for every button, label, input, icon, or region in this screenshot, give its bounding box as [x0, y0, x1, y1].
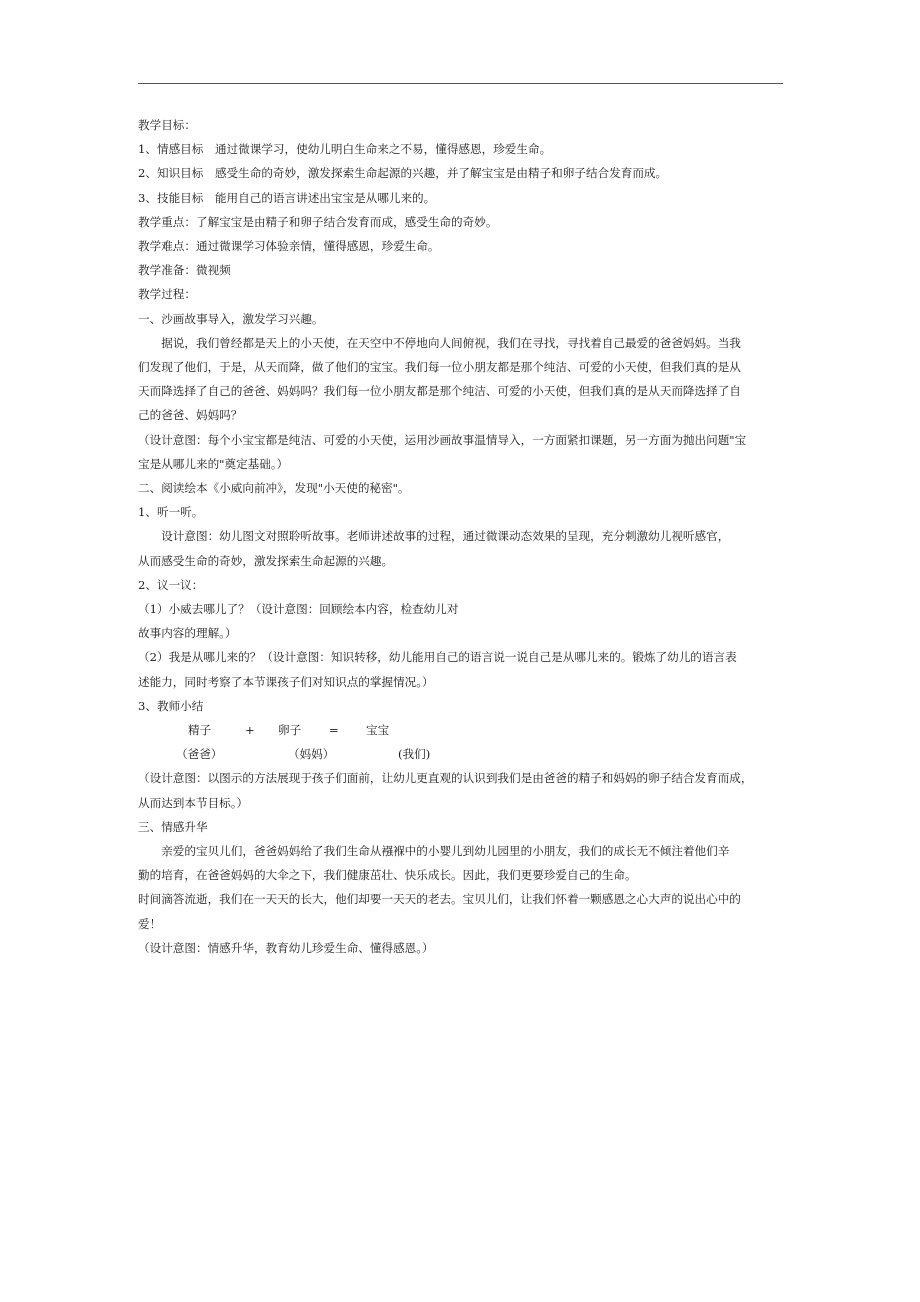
equation-label-mom: （妈妈）: [288, 747, 335, 762]
story-line-2: 们发现了他们，于是，从天而降，做了他们的宝宝。我们每一位小朋友都是那个纯洁、可爱的小天使，但我们真的是从: [138, 360, 741, 375]
section-heading-process: 教学过程：: [138, 287, 196, 302]
question-two-b: 述能力，同时考察了本节课孩子们对知识点的掌握情况。）: [138, 674, 434, 689]
question-one-a: （1）小威去哪儿了？（设计意图：回顾绘本内容，检查幼儿对: [138, 602, 459, 617]
discuss-heading: 2、议一议：: [138, 577, 204, 592]
step-three-heading: 三、情感升华: [138, 819, 208, 834]
summary-heading: 3、教师小结: [138, 698, 204, 713]
equation-labels-row: [138, 742, 786, 766]
closing-intent: （设计意图：情感升华，教育幼儿珍爱生命、懂得感恩。）: [138, 940, 434, 955]
objective-skill: 3、技能目标 能用自己的语言讲述出宝宝是从哪儿来的。: [138, 190, 436, 205]
question-two-a: （2）我是从哪儿来的？（设计意图：知识转移，幼儿能用自己的语言说一说自己是从哪儿来的。锻炼了幼儿的语言表: [138, 650, 737, 665]
step-one-heading: 一、沙画故事导入，激发学习兴趣。: [138, 311, 324, 326]
listen-intent-1: 设计意图：幼儿图文对照聆听故事。老师讲述故事的过程，通过微课动态效果的呈现，充分刺激幼儿视听感官，: [161, 529, 730, 544]
closing-line-1: 亲爱的宝贝儿们，爸爸妈妈给了我们生命从襁褓中的小婴儿到幼儿园里的小朋友，我们的成长无不倾注着他们辛: [161, 844, 730, 859]
question-one-b: 故事内容的理解。）: [138, 626, 237, 641]
story-line-4: 己的爸爸、妈妈吗？: [138, 408, 243, 423]
story-line-1: 据说，我们曾经都是天上的小天使，在天空中不停地向人间俯视，我们在寻找，寻找着自己最爱的爸爸妈妈。当我: [161, 335, 741, 350]
design-intent-1b: 宝是从哪儿来的"奠定基础。）: [138, 456, 289, 471]
closing-line-3: 时间滴答流逝，我们在一天天的长大，他们却要一天天的老去。宝贝儿们，让我们怀着一颗感恩之心大声的说出心中的: [138, 892, 741, 907]
closing-line-4: 爱！: [138, 916, 162, 931]
summary-intent-a: （设计意图：以图示的方法展现于孩子们面前，让幼儿更直观的认识到我们是由爸爸的精子和妈妈的卵子结合发育而成，: [138, 771, 753, 786]
key-point: 教学重点：了解宝宝是由精子和卵子结合发育而成，感受生命的奇妙。: [138, 214, 498, 229]
difficulty-point: 教学难点：通过微课学习体验亲情，懂得感恩，珍爱生命。: [138, 239, 440, 254]
equation-row: [138, 718, 786, 742]
header-rule: [138, 83, 783, 84]
equation-plus: +: [245, 723, 255, 738]
equation-label-dad: （爸爸）: [176, 747, 223, 762]
objective-emotion: 1、情感目标 通过微课学习，使幼儿明白生命来之不易，懂得感恩，珍爱生命。: [138, 142, 552, 157]
story-line-3: 天而降选择了自己的爸爸、妈妈吗？我们每一位小朋友都是那个纯洁、可爱的小天使，但我们真的是从天而降选择了自: [138, 384, 741, 399]
equation-equals: =: [329, 723, 339, 738]
preparation: 教学准备：微视频: [138, 263, 231, 278]
section-heading-objectives: 教学目标：: [138, 118, 196, 132]
summary-intent-b: 从而达到本节目标。）: [138, 795, 249, 810]
equation-label-us: (我们): [398, 747, 431, 762]
listen-intent-2: 从而感受生命的奇妙，激发探索生命起源的兴趣。: [138, 553, 394, 568]
equation-baby: 宝宝: [366, 723, 390, 738]
objective-knowledge: 2、知识目标 感受生命的奇妙，激发探索生命起源的兴趣，并了解宝宝是由精子和卵子结合发育而成。: [138, 166, 668, 181]
equation-sperm: 精子: [188, 723, 212, 738]
design-intent-1a: （设计意图：每个小宝宝都是纯洁、可爱的小天使，运用沙画故事温情导入，一方面紧扣课题，另一方面为抛出问题"宝: [138, 432, 747, 447]
step-two-heading: 二、阅读绘本《小威向前冲》，发现"小天使的秘密"。: [138, 481, 410, 496]
equation-egg: 卵子: [278, 723, 302, 738]
document-body: [138, 113, 786, 960]
closing-line-2: 勤的培育，在爸爸妈妈的大伞之下，我们健康茁壮、快乐成长。因此，我们更要珍爱自己的生命。: [138, 868, 637, 883]
listen-heading: 1、听一听。: [138, 505, 204, 520]
